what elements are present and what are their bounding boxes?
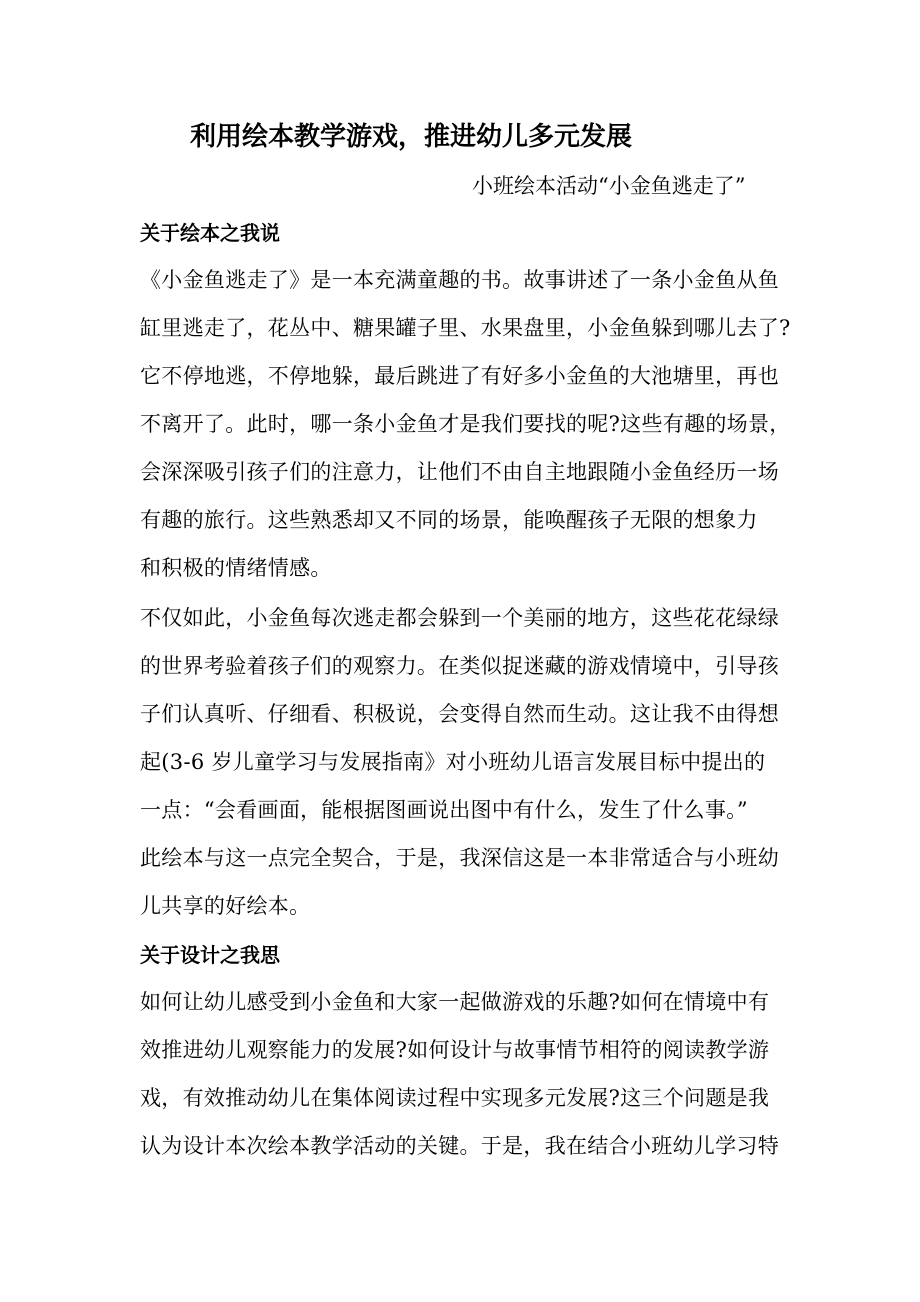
paragraph-line: 子们认真听、仔细看、积极说，会变得自然而生动。这让我不由得想 <box>140 702 779 726</box>
paragraph-line: 它不停地逃，不停地躲，最后跳进了有好多小金鱼的大池塘里，再也 <box>140 364 779 388</box>
paragraph-line: 不离开了。此时，哪一条小金鱼才是我们要找的呢?这些有趣的场景， <box>140 412 791 436</box>
section-heading-book: 关于绘本之我说 <box>140 221 280 245</box>
paragraph-line: 儿共享的好绘本。 <box>140 894 311 918</box>
document-title: 利用绘本教学游戏，推进幼儿多元发展 <box>190 122 633 152</box>
paragraph-line: 效推进幼儿观察能力的发展?如何设计与故事情节相符的阅读教学游 <box>140 1038 770 1062</box>
paragraph-line: 的世界考验着孩子们的观察力。在类似捉迷藏的游戏情境中，引导孩 <box>140 654 779 678</box>
section-heading-design: 关于设计之我思 <box>140 943 280 967</box>
paragraph-line: 此绘本与这一点完全契合，于是，我深信这是一本非常适合与小班幼 <box>140 846 779 870</box>
paragraph-line: 缸里逃走了，花丛中、糖果罐子里、水果盘里，小金鱼躲到哪儿去了? <box>140 316 791 340</box>
paragraph-line: 和积极的情绪情感。 <box>140 556 332 580</box>
paragraph-line: 一点：“会看画面，能根据图画说出图中有什么，发生了什么事。” <box>140 798 748 822</box>
paragraph-line: 会深深吸引孩子们的注意力，让他们不由自主地跟随小金鱼经历一场 <box>140 460 779 484</box>
paragraph-line: 如何让幼儿感受到小金鱼和大家一起做游戏的乐趣?如何在情境中有 <box>140 990 770 1014</box>
paragraph-line: 《小金鱼逃走了》是一本充满童趣的书。故事讲述了一条小金鱼从鱼 <box>140 268 779 292</box>
document-subtitle: 小班绘本活动“小金鱼逃走了” <box>472 174 746 198</box>
paragraph-line: 戏，有效推动幼儿在集体阅读过程中实现多元发展?这三个问题是我 <box>140 1086 770 1110</box>
paragraph-line: 起(3-6 岁儿童学习与发展指南》对小班幼儿语言发展目标中提出的 <box>140 750 766 774</box>
paragraph-line: 不仅如此，小金鱼每次逃走都会躲到一个美丽的地方，这些花花绿绿 <box>140 606 779 630</box>
paragraph-line: 有趣的旅行。这些熟悉却又不同的场景，能唤醒孩子无限的想象力 <box>140 508 758 532</box>
paragraph-line: 认为设计本次绘本教学活动的关键。于是，我在结合小班幼儿学习特 <box>140 1134 779 1158</box>
